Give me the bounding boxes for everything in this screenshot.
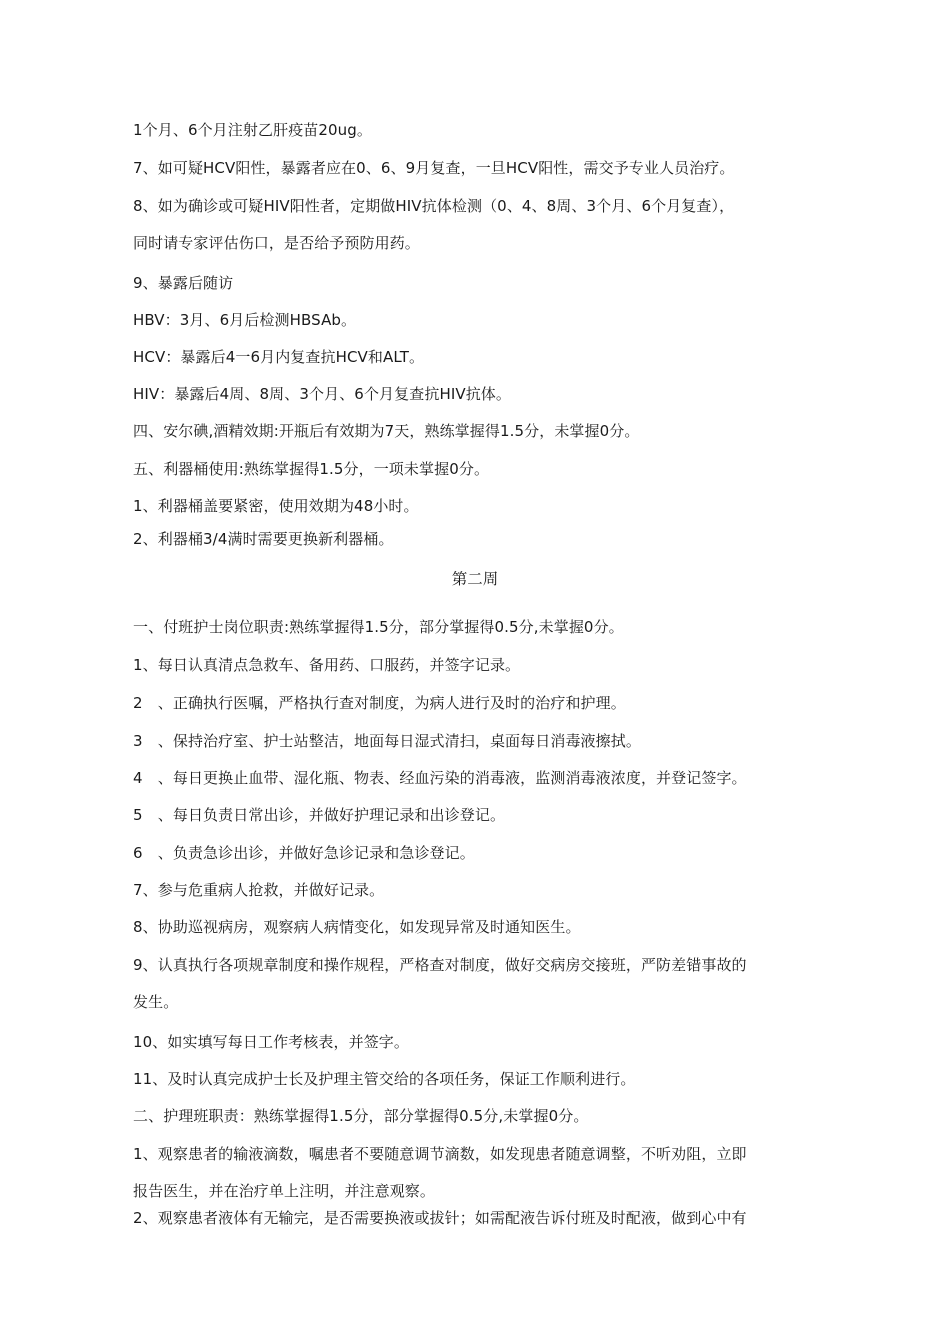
text-line: HIV：暴露后4周、8周、3个月、6个月复查抗HIV抗体。 bbox=[133, 385, 512, 403]
text-line: 10、如实填写每日工作考核表，并签字。 bbox=[133, 1033, 409, 1051]
text-line: 1、利器桶盖要紧密，使用效期为48小时。 bbox=[133, 497, 419, 515]
text-line: 2、利器桶3/4满时需要更换新利器桶。 bbox=[133, 530, 394, 548]
text-line: 2、观察患者液体有无输完，是否需要换液或拔针；如需配液告诉付班及时配液，做到心中有 bbox=[133, 1209, 747, 1227]
text-line: 6 、负责急诊出诊，并做好急诊记录和急诊登记。 bbox=[133, 844, 475, 862]
text-line: HCV：暴露后4一6月内复查抗HCV和ALT。 bbox=[133, 348, 425, 366]
text-line: 一、付班护士岗位职责:熟练掌握得1.5分，部分掌握得0.5分,未掌握0分。 bbox=[133, 618, 624, 636]
text-line: 8、如为确诊或可疑HIV阳性者，定期做HIV抗体检测（0、4、8周、3个月、6个月复查）， bbox=[133, 197, 735, 215]
text-line: 5 、每日负责日常出诊，并做好护理记录和出诊登记。 bbox=[133, 806, 506, 824]
text-line: 二、护理班职责：熟练掌握得1.5分，部分掌握得0.5分,未掌握0分。 bbox=[133, 1107, 589, 1125]
text-line: HBV：3月、6月后检测HBSAb。 bbox=[133, 311, 357, 329]
section-heading: 第二周 bbox=[451, 570, 499, 588]
text-line: 发生。 bbox=[133, 993, 179, 1011]
text-line: 11、及时认真完成护士长及护理主管交给的各项任务，保证工作顺利进行。 bbox=[133, 1070, 636, 1088]
text-line: 五、利器桶使用:熟练掌握得1.5分，一项未掌握0分。 bbox=[133, 460, 490, 478]
text-line: 9、暴露后随访 bbox=[133, 274, 234, 292]
text-line: 同时请专家评估伤口，是否给予预防用药。 bbox=[133, 234, 420, 252]
text-line: 3 、保持治疗室、护士站整洁，地面每日湿式清扫，桌面每日消毒液擦拭。 bbox=[133, 732, 641, 750]
text-line: 四、安尔碘,酒精效期:开瓶后有效期为7天，熟练掌握得1.5分，未掌握0分。 bbox=[133, 422, 640, 440]
text-line: 7、如可疑HCV阳性，暴露者应在0、6、9月复查，一旦HCV阳性，需交予专业人员治疗。 bbox=[133, 159, 735, 177]
text-line: 4 、每日更换止血带、湿化瓶、物表、经血污染的消毒液，监测消毒液浓度，并登记签字。 bbox=[133, 769, 747, 787]
text-line: 报告医生，并在治疗单上注明，并注意观察。 bbox=[133, 1182, 436, 1200]
text-line: 1个月、6个月注射乙肝疫苗20ug。 bbox=[133, 121, 373, 139]
text-line: 8、协助巡视病房，观察病人病情变化，如发现异常及时通知医生。 bbox=[133, 918, 581, 936]
text-line: 9、认真执行各项规章制度和操作规程，严格查对制度，做好交病房交接班，严防差错事故的 bbox=[133, 956, 747, 974]
text-line: 1、观察患者的输液滴数，嘱患者不要随意调节滴数，如发现患者随意调整，不听劝阻，立即 bbox=[133, 1145, 747, 1163]
text-line: 7、参与危重病人抢救，并做好记录。 bbox=[133, 881, 385, 899]
text-line: 1、每日认真清点急救车、备用药、口服药，并签字记录。 bbox=[133, 656, 521, 674]
text-line: 2 、正确执行医嘱，严格执行查对制度，为病人进行及时的治疗和护理。 bbox=[133, 694, 626, 712]
